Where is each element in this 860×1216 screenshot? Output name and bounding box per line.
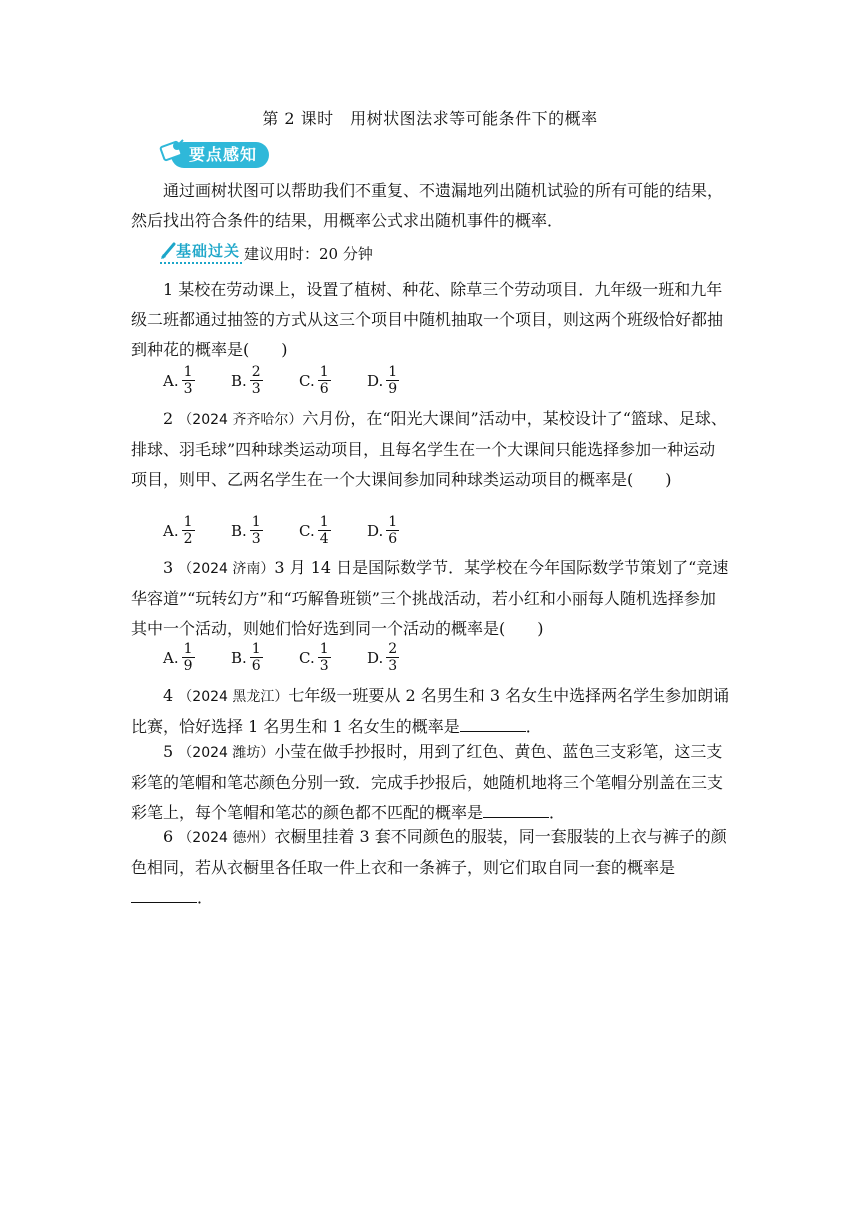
option-c: C. $\frac{1}{6}$ — [299, 364, 329, 397]
option-b: B. $\frac{1}{3}$ — [231, 514, 261, 547]
badge-label: 要点感知 — [171, 142, 269, 168]
question-2-options — [163, 514, 435, 547]
question-2: 2 （2024 齐齐哈尔）六月份，在“阳光大课间”活动中，某校设计了“篮球、足球、排球、羽毛球”四种球类运动项目，且每名学生在一个大课间只能选择参加一种运动项目，则甲、乙两名学生在一个大课间参加同种球类运动项目的概率是( ) — [131, 409, 727, 489]
section-header — [160, 240, 373, 264]
question-3-options — [163, 641, 435, 674]
question-1: 1 某校在劳动课上，设置了植树、种花、除草三个劳动项目．九年级一班和九年级二班都通过抽签的方式从这三个项目中随机抽取一个项目，则这两个班级恰好都抽到种花的概率是( ) — [131, 280, 724, 359]
question-6: 6 （2024 德州）衣橱里挂着 3 套不同颜色的服装，同一套服装的上衣与裤子的颜色相同，若从衣橱里各任取一件上衣和一条裤子，则它们取自同一套的概率是． — [131, 827, 727, 907]
option-a: A. $\frac{1}{3}$ — [163, 364, 193, 397]
option-b: B. $\frac{2}{3}$ — [231, 364, 261, 397]
question-1-options — [163, 364, 435, 397]
question-3: 3 （2024 济南）3 月 14 日是国际数学节．某学校在今年国际数学节策划了“竞速华容道”“玩转幻方”和“巧解鲁班锁”三个挑战活动，若小红和小丽每人随机选择参加其中一个活动，则她们恰好选到同一个活动的概率是( ) — [131, 558, 729, 638]
option-c: C. $\frac{1}{4}$ — [299, 514, 329, 547]
option-d: D. $\frac{1}{6}$ — [367, 514, 398, 547]
option-c: C. $\frac{1}{3}$ — [299, 641, 329, 674]
option-d: D. $\frac{2}{3}$ — [367, 641, 398, 674]
option-a: A. $\frac{1}{9}$ — [163, 641, 193, 674]
question-5: 5 （2024 潍坊）小莹在做手抄报时，用到了红色、黄色、蓝色三支彩笔，这三支彩笔的笔帽和笔芯颜色分别一致．完成手抄报后，她随机地将三个笔帽分别盖在三支彩笔上，每个笔帽和笔芯的颜色都不匹配的概率是 ． — [131, 742, 724, 822]
key-points-badge — [159, 140, 269, 170]
page-title: 第 2 课时 用树状图法求等可能条件下的概率 — [262, 109, 598, 128]
section-label: 基础过关 — [160, 240, 242, 264]
option-d: D. $\frac{1}{9}$ — [367, 364, 398, 397]
option-b: B. $\frac{1}{6}$ — [231, 641, 261, 674]
option-a: A. $\frac{1}{2}$ — [163, 514, 193, 547]
suggested-time: 建议用时：20 分钟 — [244, 245, 373, 263]
answer-blank[interactable] — [483, 801, 549, 818]
pushpin-icon — [159, 138, 189, 172]
question-4: 4 （2024 黑龙江）七年级一班要从 2 名男生和 3 名女生中选择两名学生参加朗诵比赛，恰好选择 1 名男生和 1 名女生的概率是 ． — [131, 686, 730, 736]
answer-blank[interactable] — [131, 886, 197, 903]
answer-blank[interactable] — [460, 715, 526, 732]
intro-paragraph: 通过画树状图可以帮助我们不重复、不遗漏地列出随机试验的所有可能的结果，然后找出符合条件的结果，用概率公式求出随机事件的概率． — [131, 181, 724, 230]
